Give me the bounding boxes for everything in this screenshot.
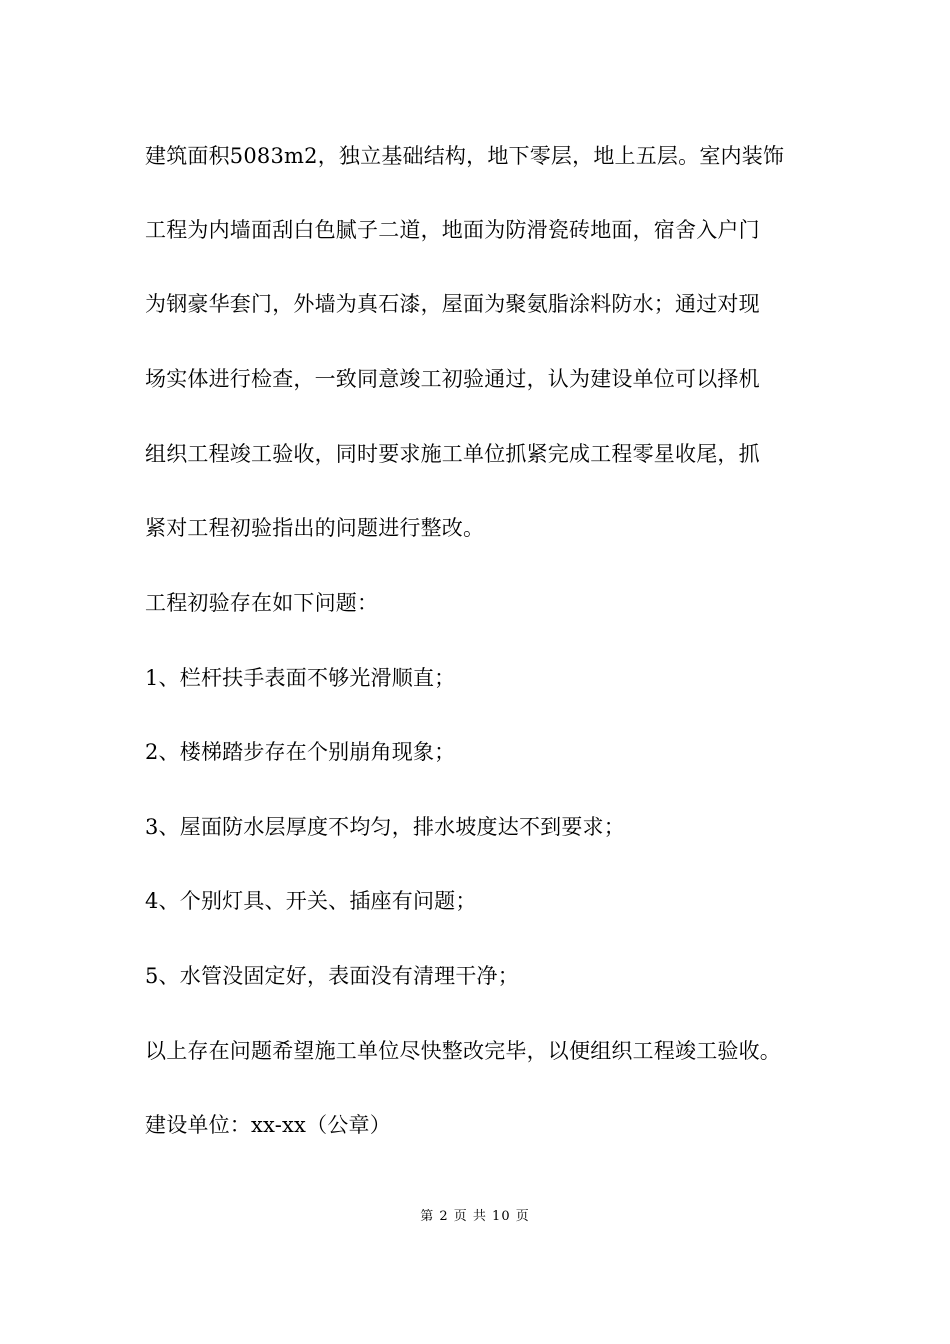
paragraph-line-4: 场实体进行检查，一致同意竣工初验通过，认为建设单位可以择机 xyxy=(145,367,760,391)
issue-item-3: 3、屋面防水层厚度不均匀，排水坡度达不到要求； xyxy=(145,815,625,839)
paragraph-line-6: 紧对工程初验指出的问题进行整改。 xyxy=(145,516,485,540)
issue-item-1: 1、栏杆扶手表面不够光滑顺直； xyxy=(145,666,456,690)
paragraph-line-1: 建筑面积5083m2，独立基础结构，地下零层，地上五层。室内装饰 xyxy=(145,144,785,168)
issue-item-2: 2、楼梯踏步存在个别崩角现象； xyxy=(145,740,456,764)
signature-line: 建设单位：xx-xx（公章） xyxy=(145,1113,391,1137)
paragraph-line-2: 工程为内墙面刮白色腻子二道，地面为防滑瓷砖地面，宿舍入户门 xyxy=(145,218,760,242)
paragraph-line-5: 组织工程竣工验收，同时要求施工单位抓紧完成工程零星收尾，抓 xyxy=(145,442,760,466)
closing-paragraph: 以上存在问题希望施工单位尽快整改完毕，以便组织工程竣工验收。 xyxy=(145,1039,781,1063)
page-number-footer: 第 2 页 共 10 页 xyxy=(420,1209,530,1224)
paragraph-line-3: 为钢豪华套门，外墙为真石漆，屋面为聚氨脂涂料防水；通过对现 xyxy=(145,292,760,316)
issue-item-4: 4、个别灯具、开关、插座有问题； xyxy=(145,889,477,913)
issue-item-5: 5、水管没固定好，表面没有清理干净； xyxy=(145,964,519,988)
issues-heading: 工程初验存在如下问题： xyxy=(145,591,379,615)
